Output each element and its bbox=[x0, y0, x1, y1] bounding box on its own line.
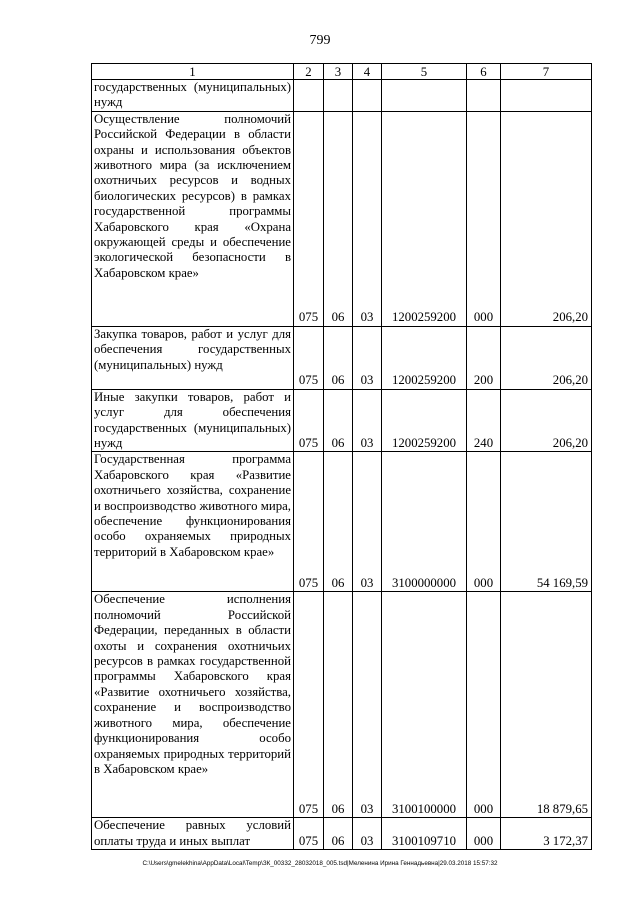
row-expense-type: 000 bbox=[467, 111, 501, 326]
column-header: 1 bbox=[92, 64, 294, 80]
row-section-code: 06 bbox=[324, 592, 353, 818]
column-header: 2 bbox=[294, 64, 324, 80]
row-amount: 206,20 bbox=[501, 111, 592, 326]
column-header: 3 bbox=[324, 64, 353, 80]
row-subsection-code: 03 bbox=[353, 326, 382, 389]
row-amount: 18 879,65 bbox=[501, 592, 592, 818]
row-description: Закупка товаров, работ и услуг для обеспечения государственных (муниципальных) нужд bbox=[92, 326, 294, 389]
row-target-code: 1200259200 bbox=[382, 111, 467, 326]
row-expense-type: 000 bbox=[467, 818, 501, 850]
row-subsection-code: 03 bbox=[353, 592, 382, 818]
row-amount: 3 172,37 bbox=[501, 818, 592, 850]
row-target-code: 3100000000 bbox=[382, 452, 467, 592]
row-description: Иные закупки товаров, работ и услуг для обеспечения государственных (муниципальных) нужд bbox=[92, 389, 294, 452]
row-admin-code: 075 bbox=[294, 326, 324, 389]
table-row bbox=[92, 452, 592, 592]
row-amount: 206,20 bbox=[501, 326, 592, 389]
row-target-code: 3100100000 bbox=[382, 592, 467, 818]
row-section-code bbox=[324, 80, 353, 112]
table-row bbox=[92, 818, 592, 850]
row-subsection-code: 03 bbox=[353, 818, 382, 850]
row-subsection-code: 03 bbox=[353, 389, 382, 452]
row-target-code: 1200259200 bbox=[382, 389, 467, 452]
table-row bbox=[92, 326, 592, 389]
column-header: 7 bbox=[501, 64, 592, 80]
row-expense-type: 200 bbox=[467, 326, 501, 389]
document-footer-path: C:\Users\gmelekhina\AppData\Local\Temp\ЗК_00332_28032018_005.tsd|Меленина Ирина Геннадьевна|29.03.2018 15:57:32 bbox=[142, 860, 498, 867]
row-section-code: 06 bbox=[324, 326, 353, 389]
table-row bbox=[92, 389, 592, 452]
table-row bbox=[92, 111, 592, 326]
row-target-code bbox=[382, 80, 467, 112]
row-admin-code: 075 bbox=[294, 389, 324, 452]
table-row bbox=[92, 80, 592, 112]
column-header: 4 bbox=[353, 64, 382, 80]
row-amount bbox=[501, 80, 592, 112]
row-description: Государственная программа Хабаровского края «Развитие охотничьего хозяйства, сохранение и воспроизводство животного мира, обеспечение функционирования особо охраняемых природных территорий в Хабаровском крае» bbox=[92, 452, 294, 592]
row-description: Обеспечение равных условий оплаты труда и иных выплат bbox=[92, 818, 294, 850]
row-admin-code: 075 bbox=[294, 111, 324, 326]
row-expense-type: 240 bbox=[467, 389, 501, 452]
row-expense-type bbox=[467, 80, 501, 112]
row-target-code: 3100109710 bbox=[382, 818, 467, 850]
row-section-code: 06 bbox=[324, 818, 353, 850]
row-admin-code: 075 bbox=[294, 452, 324, 592]
column-header: 5 bbox=[382, 64, 467, 80]
row-description: государственных (муниципальных) нужд bbox=[92, 80, 294, 112]
row-section-code: 06 bbox=[324, 111, 353, 326]
row-description: Обеспечение исполнения полномочий Российской Федерации, переданных в области охоты и сохранения охотничьих ресурсов в рамках государственной программы Хабаровского края «Развитие охотничьего хозяйства, сохранение и воспроизводство животного мира, обеспечение функционирования особо охраняемых природных территорий в Хабаровском крае» bbox=[92, 592, 294, 818]
row-section-code: 06 bbox=[324, 389, 353, 452]
budget-table bbox=[91, 63, 592, 850]
table-row bbox=[92, 592, 592, 818]
row-subsection-code bbox=[353, 80, 382, 112]
row-amount: 206,20 bbox=[501, 389, 592, 452]
row-admin-code bbox=[294, 80, 324, 112]
row-subsection-code: 03 bbox=[353, 452, 382, 592]
page-number: 799 bbox=[309, 33, 331, 48]
column-header: 6 bbox=[467, 64, 501, 80]
row-amount: 54 169,59 bbox=[501, 452, 592, 592]
row-admin-code: 075 bbox=[294, 592, 324, 818]
row-section-code: 06 bbox=[324, 452, 353, 592]
row-admin-code: 075 bbox=[294, 818, 324, 850]
table-header-row bbox=[92, 64, 592, 80]
row-subsection-code: 03 bbox=[353, 111, 382, 326]
row-expense-type: 000 bbox=[467, 592, 501, 818]
row-description: Осуществление полномочий Российской Федерации в области охраны и использования объектов животного мира (за исключением охотничьих ресурсов и водных биологических ресурсов) в рамках государственной программы Хабаровского края «Охрана окружающей среды и обеспечение экологической безопасности в Хабаровском крае» bbox=[92, 111, 294, 326]
row-expense-type: 000 bbox=[467, 452, 501, 592]
row-target-code: 1200259200 bbox=[382, 326, 467, 389]
